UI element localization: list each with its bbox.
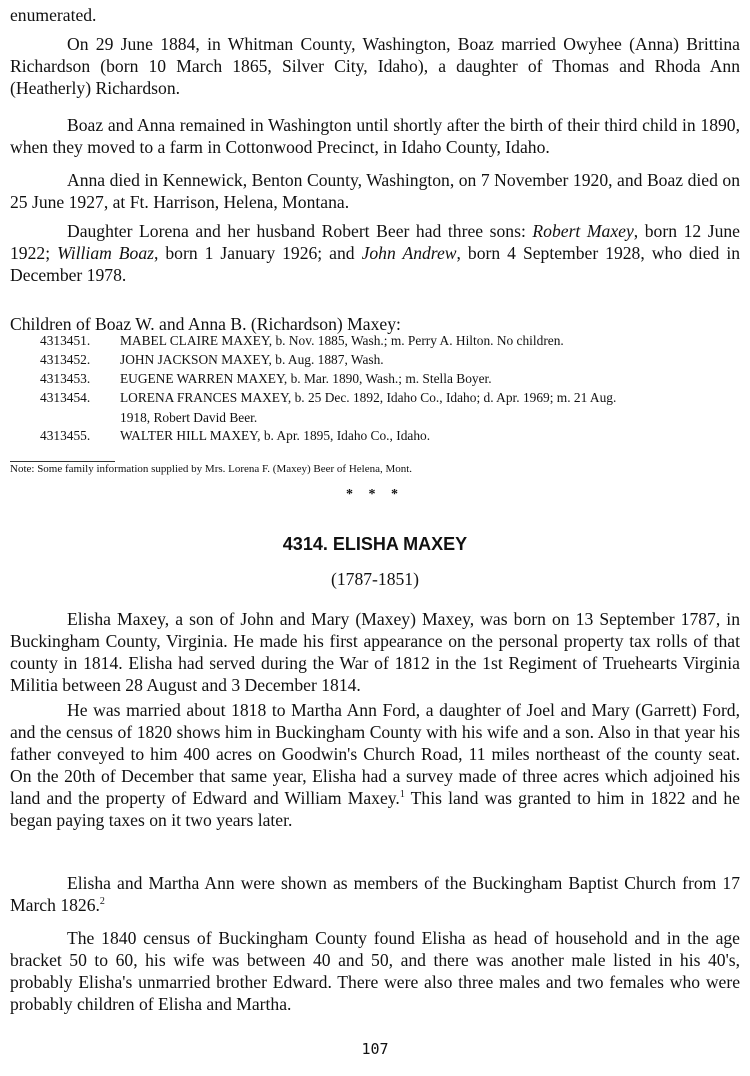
paragraph-marriage: On 29 June 1884, in Whitman County, Washington, Boaz married Owyhee (Anna) Brittina Richardson (born 10 March 1865, Silver City, Idaho), a daughter of Thomas and Rhoda Ann (Heatherly) Richardson. — [10, 34, 740, 98]
child-number: 4313451. — [40, 333, 91, 348]
child-number: 4313454. — [40, 390, 91, 405]
child-number: 4313455. — [40, 428, 91, 443]
text-fragment: enumerated. — [10, 5, 97, 25]
section-heading: 4314. ELISHA MAXEY — [282, 534, 468, 554]
child-number: 4313452. — [40, 352, 91, 367]
son-name: John Andrew — [361, 243, 457, 263]
section-separator: * * * — [346, 487, 404, 502]
child-number: 4313453. — [40, 371, 91, 386]
paragraph-elisha-birth: Elisha Maxey, a son of John and Mary (Maxey) Maxey, was born on 13 September 1787, in Buckingham County, Virginia. He made his first appearance on the personal property tax rolls of that county in 1814. Elisha had served during the War of 1812 in the 1st Regiment of Truehearts Virginia Militia between 28 August and 3 December 1814. — [10, 609, 740, 695]
son-name: Robert Maxey — [532, 221, 634, 241]
child-entry — [40, 331, 740, 351]
children-heading: Children of Boaz W. and Anna B. (Richardson) Maxey: — [10, 314, 401, 334]
paragraph-lorena-sons: Daughter Lorena and her husband Robert Beer had three sons: Robert Maxey, born 12 June 1922; William Boaz, born 1 January 1926; and John Andrew, born 4 September 1928, who died in December 1978. — [10, 221, 740, 285]
child-text-continuation: 1918, Robert David Beer. — [120, 409, 258, 425]
paragraph-church: Elisha and Martha Ann were shown as members of the Buckingham Baptist Church from 17 March 1826.$^2$ — [10, 873, 740, 915]
page-number: 107 — [361, 1040, 389, 1058]
son-name: William Boaz — [57, 243, 154, 263]
paragraph-deaths: Anna died in Kennewick, Benton County, Washington, on 7 November 1920, and Boaz died on 25 June 1927, at Ft. Harrison, Helena, Montana. — [10, 170, 740, 212]
paragraph-census-1840: The 1840 census of Buckingham County found Elisha as head of household and in the age bracket 50 to 60, his wife was between 40 and 50, and there was another male listed in his 40's, probably Elisha's unmarried brother Edward. There were also three males and two females who were probably children of Elisha and Martha. — [10, 928, 740, 1014]
section-dates: (1787-1851) — [331, 569, 419, 589]
child-text: JOHN JACKSON MAXEY, b. Aug. 1887, Wash. — [120, 352, 384, 367]
child-text: LORENA FRANCES MAXEY, b. 25 Dec. 1892, Idaho Co., Idaho; d. Apr. 1969; m. 21 Aug. — [120, 390, 617, 405]
footnote-marker: 2 — [99, 896, 105, 908]
child-entry — [40, 388, 740, 427]
child-text: MABEL CLAIRE MAXEY, b. Nov. 1885, Wash.; m. Perry A. Hilton. No children. — [120, 333, 564, 348]
child-entry — [40, 350, 740, 370]
source-note: Note: Some family information supplied by Mrs. Lorena F. (Maxey) Beer of Helena, Mont. — [10, 463, 413, 475]
paragraph-elisha-marriage: He was married about 1818 to Martha Ann Ford, a daughter of Joel and Mary (Garrett) Ford, and the census of 1820 shows him in Buckingham County with his wife and a son. Also in that year his father conveyed to him 400 acres on Goodwin's Church Road, 11 miles northeast of the county seat. On the 20th of December that same year, Elisha had a survey made of three acres which adjoined his land and the property of Edward and William Maxey.$^1$ This land was granted to him in 1822 and he began paying taxes on it two years later. — [10, 700, 740, 830]
child-text: WALTER HILL MAXEY, b. Apr. 1895, Idaho Co., Idaho. — [120, 428, 431, 443]
paragraph-washington: Boaz and Anna remained in Washington until shortly after the birth of their third child in 1890, when they moved to a farm in Cottonwood Precinct, in Idaho County, Idaho. — [10, 115, 740, 157]
child-entry — [40, 426, 740, 446]
child-entry — [40, 369, 740, 389]
footnote-marker: 1 — [399, 789, 405, 801]
child-text: EUGENE WARREN MAXEY, b. Mar. 1890, Wash.; m. Stella Boyer. — [120, 371, 492, 386]
